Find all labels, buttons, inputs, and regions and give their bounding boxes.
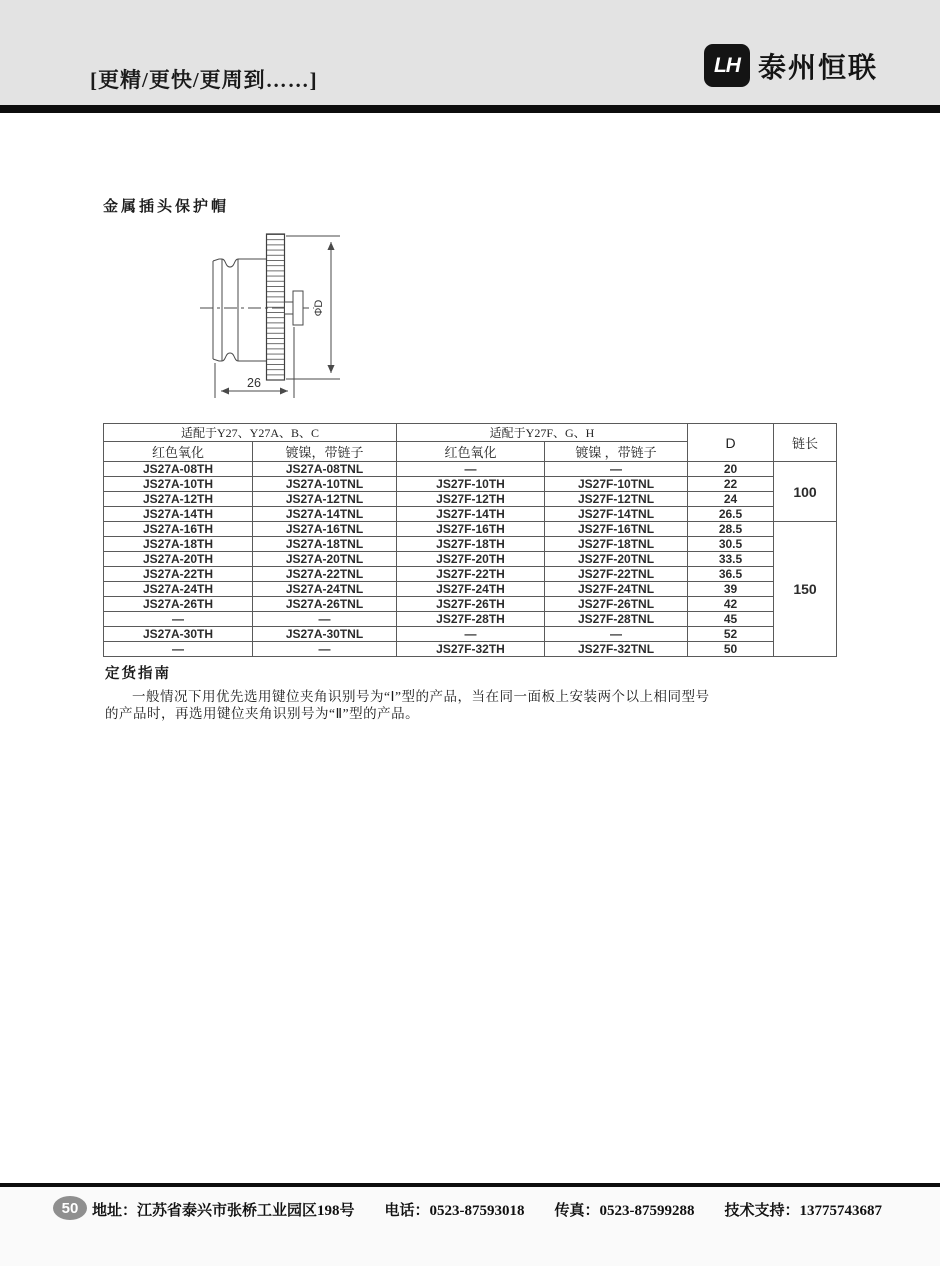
model-cell: JS27F-20TNL <box>545 552 688 567</box>
model-cell: — <box>104 612 253 627</box>
sub-header-red-oxide-1: 红色氧化 <box>104 442 253 462</box>
column-header-d: D <box>688 424 774 462</box>
footer-fax: 传真：0523-87599288 <box>554 1203 695 1219</box>
logo-company-name: 泰州恒联 <box>757 51 878 83</box>
model-cell: JS27F-16TNL <box>545 522 688 537</box>
header-band <box>0 0 940 105</box>
model-cell: JS27A-12TNL <box>253 492 397 507</box>
model-cell: JS27F-28TH <box>397 612 545 627</box>
group-header-y27: 适配于Y27、Y27A、B、C <box>104 424 397 442</box>
model-cell: JS27A-08TNL <box>253 462 397 477</box>
model-cell: JS27F-16TH <box>397 522 545 537</box>
model-cell: JS27F-12TNL <box>545 492 688 507</box>
column-header-chain-length: 链长 <box>774 424 837 462</box>
table-row <box>104 567 837 582</box>
d-value-cell: 30.5 <box>688 537 774 552</box>
model-cell: JS27A-24TNL <box>253 582 397 597</box>
d-value-cell: 52 <box>688 627 774 642</box>
d-value-cell: 36.5 <box>688 567 774 582</box>
d-value-cell: 39 <box>688 582 774 597</box>
model-cell: JS27F-18TH <box>397 537 545 552</box>
model-cell: JS27A-26TNL <box>253 597 397 612</box>
model-cell: JS27F-24TH <box>397 582 545 597</box>
model-cell: JS27A-08TH <box>104 462 253 477</box>
d-value-cell: 20 <box>688 462 774 477</box>
footer-phone: 电话：0523-87593018 <box>384 1203 525 1219</box>
sub-header-red-oxide-2: 红色氧化 <box>397 442 545 462</box>
model-cell: JS27F-26TH <box>397 597 545 612</box>
d-value-cell: 24 <box>688 492 774 507</box>
table-row <box>104 627 837 642</box>
section-title: 金属插头保护帽 <box>103 199 230 215</box>
model-cell: JS27F-18TNL <box>545 537 688 552</box>
page-number-badge: 50 <box>53 1196 87 1220</box>
table-row <box>104 552 837 567</box>
table-row <box>104 462 837 477</box>
model-cell: JS27F-32TH <box>397 642 545 657</box>
model-cell: — <box>253 642 397 657</box>
d-value-cell: 26.5 <box>688 507 774 522</box>
model-cell: JS27A-22TH <box>104 567 253 582</box>
header-slogan: [更精/更快/更周到……] <box>90 68 318 92</box>
d-value-cell: 22 <box>688 477 774 492</box>
table-group-header-row <box>104 424 837 442</box>
model-cell: JS27A-24TH <box>104 582 253 597</box>
footer-support: 技术支持：13775743687 <box>724 1203 883 1219</box>
ordering-guide-line1: 一般情况下用优先选用键位夹角识别号为“Ⅰ”型的产品，当在同一面板上安装两个以上相同型号 <box>132 689 710 704</box>
model-cell: JS27F-26TNL <box>545 597 688 612</box>
d-value-cell: 28.5 <box>688 522 774 537</box>
table-row <box>104 522 837 537</box>
model-cell: JS27F-10TNL <box>545 477 688 492</box>
model-cell: JS27A-20TH <box>104 552 253 567</box>
table-row <box>104 642 837 657</box>
model-cell: JS27F-22TNL <box>545 567 688 582</box>
table-row <box>104 582 837 597</box>
spec-table <box>103 423 837 657</box>
model-cell: JS27F-28TNL <box>545 612 688 627</box>
model-cell: JS27A-18TH <box>104 537 253 552</box>
model-cell: — <box>397 462 545 477</box>
d-value-cell: 33.5 <box>688 552 774 567</box>
chain-length-cell: 100 <box>774 462 837 522</box>
model-cell: JS27A-14TH <box>104 507 253 522</box>
model-cell: JS27F-10TH <box>397 477 545 492</box>
cap-drawing <box>190 226 360 406</box>
model-cell: JS27F-24TNL <box>545 582 688 597</box>
model-cell: — <box>104 642 253 657</box>
table-row <box>104 492 837 507</box>
model-cell: — <box>397 627 545 642</box>
model-cell: — <box>545 627 688 642</box>
header-divider <box>0 105 940 113</box>
model-cell: JS27A-10TH <box>104 477 253 492</box>
model-cell: JS27A-12TH <box>104 492 253 507</box>
ordering-guide-title: 定货指南 <box>105 666 171 682</box>
model-cell: — <box>545 462 688 477</box>
model-cell: JS27F-32TNL <box>545 642 688 657</box>
company-logo <box>704 44 878 87</box>
model-cell: JS27A-16TNL <box>253 522 397 537</box>
model-cell: JS27A-14TNL <box>253 507 397 522</box>
footer-info <box>92 1199 882 1220</box>
model-cell: JS27A-16TH <box>104 522 253 537</box>
model-cell: JS27F-12TH <box>397 492 545 507</box>
model-cell: JS27A-18TNL <box>253 537 397 552</box>
group-header-y27f: 适配于Y27F、G、H <box>397 424 688 442</box>
ordering-guide <box>105 662 843 722</box>
table-row <box>104 537 837 552</box>
model-cell: JS27F-22TH <box>397 567 545 582</box>
dim-width-label: 26 <box>247 376 261 390</box>
table-row <box>104 507 837 522</box>
d-value-cell: 50 <box>688 642 774 657</box>
model-cell: JS27A-22TNL <box>253 567 397 582</box>
model-cell: JS27A-10TNL <box>253 477 397 492</box>
table-body <box>104 462 837 657</box>
d-value-cell: 45 <box>688 612 774 627</box>
table-row <box>104 477 837 492</box>
model-cell: JS27F-14TNL <box>545 507 688 522</box>
model-cell: JS27A-30TNL <box>253 627 397 642</box>
table-row <box>104 612 837 627</box>
model-cell: — <box>253 612 397 627</box>
sub-header-nickel-chain-2: 镀镍 ，带链子 <box>545 442 688 462</box>
sub-header-nickel-chain-1: 镀镍，带链子 <box>253 442 397 462</box>
dim-diameter-label: ΦD <box>313 299 325 317</box>
model-cell: JS27A-30TH <box>104 627 253 642</box>
logo-lh-icon: LH <box>704 44 750 87</box>
model-cell: JS27A-20TNL <box>253 552 397 567</box>
ordering-guide-line2: 的产品时，再选用键位夹角识别号为“Ⅱ”型的产品。 <box>105 706 420 721</box>
model-cell: JS27A-26TH <box>104 597 253 612</box>
d-value-cell: 42 <box>688 597 774 612</box>
footer-address: 地址：江苏省泰兴市张桥工业园区198号 <box>92 1203 355 1219</box>
table-row <box>104 597 837 612</box>
model-cell: JS27F-20TH <box>397 552 545 567</box>
model-cell: JS27F-14TH <box>397 507 545 522</box>
chain-length-cell: 150 <box>774 522 837 657</box>
